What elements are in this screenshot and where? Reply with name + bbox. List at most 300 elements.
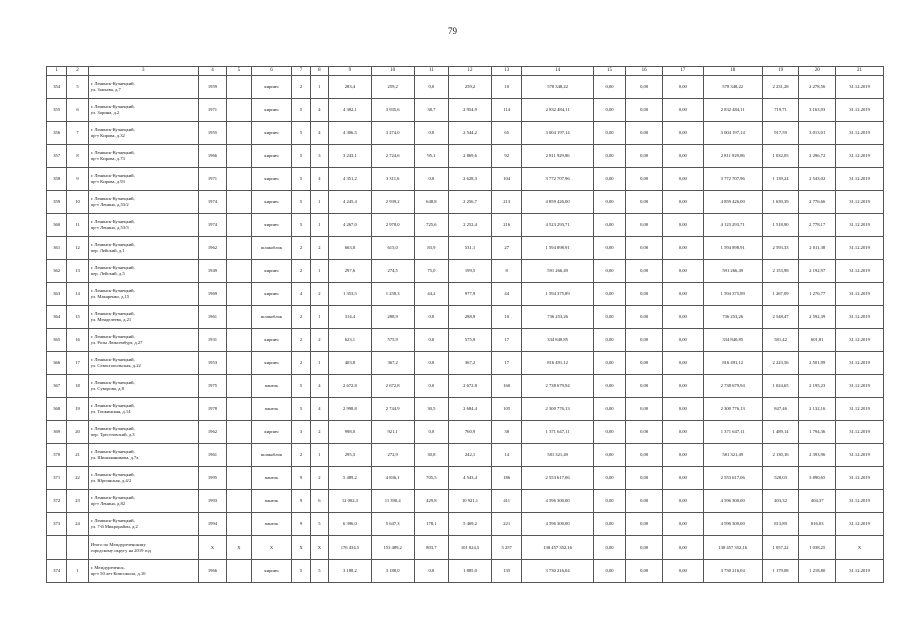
- cell-c12: 2 628,3: [449, 168, 492, 191]
- cell-c21: 31.12.2019: [836, 398, 884, 421]
- cell-c12: 259,2: [449, 76, 492, 99]
- cell-c10: 3 274,0: [371, 122, 414, 145]
- cell-c21: 31.12.2019: [836, 214, 884, 237]
- cell-c16: 0,00: [626, 76, 663, 99]
- cell-c6: кирпич: [251, 99, 292, 122]
- cell-c11: 44,2: [414, 283, 449, 306]
- address-line-1: г. Междуреченск,: [90, 565, 125, 571]
- cell-c12: 977,9: [449, 283, 492, 306]
- cell-c14: 2 811 929,86: [522, 145, 593, 168]
- cell-c10: 3 188,0: [371, 560, 414, 583]
- column-number: 12: [449, 67, 492, 76]
- cell-c21: 31.12.2019: [836, 283, 884, 306]
- cell-c2: 21: [67, 444, 88, 467]
- cell-c9: 283,4: [329, 76, 372, 99]
- cell-c8: 1: [310, 306, 328, 329]
- cell-c2: 13: [67, 260, 88, 283]
- table-row: [47, 467, 884, 490]
- cell-c9: 297,6: [329, 260, 372, 283]
- address-cell: [88, 214, 198, 237]
- cell-c18: 736 253,26: [703, 306, 762, 329]
- cell-c2: 17: [67, 352, 88, 375]
- address-cell: [88, 398, 198, 421]
- cell-c8: 2: [310, 237, 328, 260]
- table-row: [47, 306, 884, 329]
- cell-c14: 4 859 426,00: [522, 191, 593, 214]
- cell-c16: 0,00: [626, 467, 663, 490]
- cell-c10: 3 935,6: [371, 99, 414, 122]
- cell-c11: 429,8: [414, 490, 449, 513]
- address-line-2: пр-т Кирова, д.93: [90, 179, 125, 184]
- cell-c10: 288,9: [371, 306, 414, 329]
- cell-c11: 0,0: [414, 421, 449, 444]
- cell-c9: 176 434,5: [329, 536, 372, 560]
- address-cell: [88, 352, 198, 375]
- cell-c6: кирпич: [251, 329, 292, 352]
- cell-c5: [227, 490, 251, 513]
- cell-c5: [227, 260, 251, 283]
- cell-c15: 0,00: [593, 398, 626, 421]
- cell-c4: 1969: [198, 283, 227, 306]
- cell-c13: 135: [491, 560, 522, 583]
- cell-c14: 2 300 776,13: [522, 398, 593, 421]
- cell-c18: 1 594 898,91: [703, 237, 762, 260]
- address-line-1: г. Ленинск-Кузнецкий,: [90, 380, 135, 386]
- cell-c11: 648,8: [414, 191, 449, 214]
- cell-c1: 367: [47, 375, 67, 398]
- address-line-1: г. Ленинск-Кузнецкий,: [90, 104, 135, 110]
- cell-c4: 1993: [198, 490, 227, 513]
- total-row: [47, 536, 884, 560]
- cell-c20: 1 218,80: [799, 560, 836, 583]
- cell-c17: 0,00: [662, 398, 703, 421]
- cell-c2: 8: [67, 145, 88, 168]
- cell-c13: 10: [491, 76, 522, 99]
- cell-c12: 199,5: [449, 260, 492, 283]
- cell-c7: 5: [292, 560, 310, 583]
- address-line-2: ул. Севастопольская, д.22: [90, 363, 141, 368]
- cell-c19: 2 593,33: [762, 237, 799, 260]
- cell-c5: [227, 398, 251, 421]
- cell-c15: 0,00: [593, 260, 626, 283]
- cell-c4: 1961: [198, 444, 227, 467]
- cell-c7: 3: [292, 421, 310, 444]
- table-row: [47, 560, 884, 583]
- cell-c4: 1978: [198, 398, 227, 421]
- address-line-1: г. Ленинск-Кузнецкий,: [90, 81, 135, 87]
- cell-c16: 0,00: [626, 421, 663, 444]
- address-line-2: пр-т Ленина, д.82: [90, 501, 126, 506]
- cell-c4: 1961: [198, 306, 227, 329]
- cell-c2: [67, 536, 88, 560]
- cell-c13: 5 257: [491, 536, 522, 560]
- cell-c16: 0,00: [626, 145, 663, 168]
- cell-c12: 2 256,7: [449, 191, 492, 214]
- cell-c15: 0,00: [593, 352, 626, 375]
- cell-c14: 3 004 197,14: [522, 122, 593, 145]
- cell-c15: 0,00: [593, 99, 626, 122]
- column-number: 4: [198, 67, 227, 76]
- cell-c17: 0,00: [662, 352, 703, 375]
- cell-c17: 0,00: [662, 421, 703, 444]
- cell-c21: 31.12.2019: [836, 375, 884, 398]
- cell-c12: 101 024,5: [449, 536, 492, 560]
- cell-c9: 3 243,1: [329, 145, 372, 168]
- cell-c18: 3 772 707,96: [703, 168, 762, 191]
- cell-c16: 0,00: [626, 237, 663, 260]
- address-cell: [88, 490, 198, 513]
- address-cell: [88, 99, 198, 122]
- cell-c15: 0,00: [593, 76, 626, 99]
- cell-c1: 355: [47, 99, 67, 122]
- cell-c10: 1 258,3: [371, 283, 414, 306]
- cell-c5: [227, 306, 251, 329]
- cell-c18: 816 491,12: [703, 352, 762, 375]
- address-line-2: ул. 7-й Микрорайон, д.2: [90, 524, 138, 529]
- cell-c21: 31.12.2019: [836, 467, 884, 490]
- cell-c7: 2: [292, 444, 310, 467]
- cell-c21: 31.12.2019: [836, 560, 884, 583]
- address-cell: [88, 375, 198, 398]
- cell-c6: кирпич: [251, 122, 292, 145]
- column-number: 20: [799, 67, 836, 76]
- cell-c19: 847,46: [762, 398, 799, 421]
- cell-c7: 5: [292, 214, 310, 237]
- cell-c13: 14: [491, 444, 522, 467]
- cell-c18: 2 738 679,94: [703, 375, 762, 398]
- address-cell: [88, 467, 198, 490]
- cell-c1: 366: [47, 352, 67, 375]
- cell-c5: [227, 214, 251, 237]
- cell-c13: 216: [491, 214, 522, 237]
- address-line-1: г. Ленинск-Кузнецкий,: [90, 426, 135, 432]
- address-cell: [88, 191, 198, 214]
- cell-c4: 1974: [198, 191, 227, 214]
- cell-c8: 2: [310, 467, 328, 490]
- cell-c19: 2 223,56: [762, 352, 799, 375]
- cell-c20: 1 038,25: [799, 536, 836, 560]
- cell-c12: 2 252,4: [449, 214, 492, 237]
- total-label-line-2: городскому округу на 2019 год: [90, 547, 151, 553]
- column-number: 1: [47, 67, 67, 76]
- cell-c18: 2 553 617,06: [703, 467, 762, 490]
- address-line-2: ул. Макаренко, д.15: [90, 294, 130, 299]
- cell-c13: 105: [491, 398, 522, 421]
- cell-c8: 1: [310, 352, 328, 375]
- cell-c17: 0,00: [662, 306, 703, 329]
- cell-c13: 8: [491, 260, 522, 283]
- cell-c8: 2: [310, 329, 328, 352]
- cell-c21: 31.12.2019: [836, 99, 884, 122]
- cell-c14: 2 832 484,11: [522, 99, 593, 122]
- cell-c21: 31.12.2019: [836, 306, 884, 329]
- column-number: 3: [88, 67, 198, 76]
- cell-c7: 5: [292, 122, 310, 145]
- cell-c14: 4 523 293,71: [522, 214, 593, 237]
- cell-c16: 0,00: [626, 490, 663, 513]
- cell-c1: 369: [47, 421, 67, 444]
- cell-c9: 5 489,2: [329, 467, 372, 490]
- address-line-1: г. Ленинск-Кузнецкий,: [90, 495, 135, 501]
- cell-c10: 615,0: [371, 237, 414, 260]
- cell-c1: 363: [47, 283, 67, 306]
- address-line-1: г. Ленинск-Кузнецкий,: [90, 219, 135, 225]
- address-line-2: пр-т 50 лет Комсомола, д.10: [90, 571, 146, 576]
- cell-c18: 4 596 300,00: [703, 490, 762, 513]
- cell-c20: 2 132,16: [799, 398, 836, 421]
- cell-c12: 5 469,2: [449, 513, 492, 536]
- address-line-2: пер. Тресттовский, д.3: [90, 432, 135, 437]
- cell-c7: 2: [292, 260, 310, 283]
- cell-c9: 4 351,2: [329, 168, 372, 191]
- cell-c14: 591 266,49: [522, 260, 593, 283]
- cell-c17: 0,00: [662, 283, 703, 306]
- cell-c14: 334 840,85: [522, 329, 593, 352]
- cell-c8: 2: [310, 283, 328, 306]
- table-row: [47, 375, 884, 398]
- cell-c16: 0,00: [626, 536, 663, 560]
- cell-c2: 15: [67, 306, 88, 329]
- column-number: 5: [227, 67, 251, 76]
- cell-c21: 31.12.2019: [836, 490, 884, 513]
- cell-c17: 0,00: [662, 329, 703, 352]
- cell-c13: 17: [491, 352, 522, 375]
- cell-c1: 362: [47, 260, 67, 283]
- cell-c10: 272,9: [371, 444, 414, 467]
- cell-c15: 0,00: [593, 444, 626, 467]
- cell-c1: 370: [47, 444, 67, 467]
- cell-c8: 4: [310, 122, 328, 145]
- cell-c2: 18: [67, 375, 88, 398]
- cell-c13: 213: [491, 191, 522, 214]
- column-number: 18: [703, 67, 762, 76]
- cell-c5: [227, 76, 251, 99]
- cell-c9: 623,1: [329, 329, 372, 352]
- cell-c17: 0,00: [662, 536, 703, 560]
- cell-c1: 358: [47, 168, 67, 191]
- cell-c13: 114: [491, 99, 522, 122]
- cell-c9: 12 002,3: [329, 490, 372, 513]
- cell-c11: 705,5: [414, 467, 449, 490]
- cell-c10: 274,5: [371, 260, 414, 283]
- cell-c11: 83,9: [414, 237, 449, 260]
- cell-c10: 367,2: [371, 352, 414, 375]
- address-line-2: пр-т Кирова, д.73: [90, 156, 125, 161]
- address-line-1: г. Ленинск-Кузнецкий,: [90, 334, 135, 340]
- table-row: [47, 398, 884, 421]
- cell-c19: 1 179,08: [762, 560, 799, 583]
- cell-c1: 357: [47, 145, 67, 168]
- cell-c4: 1966: [198, 560, 227, 583]
- cell-c11: 0,0: [414, 329, 449, 352]
- cell-c19: 2 130,16: [762, 444, 799, 467]
- cell-c17: 0,00: [662, 191, 703, 214]
- cell-c19: 813,89: [762, 513, 799, 536]
- cell-c5: X: [227, 536, 251, 560]
- cell-c5: [227, 329, 251, 352]
- address-cell: [88, 513, 198, 536]
- address-line-1: г. Ленинск-Кузнецкий,: [90, 265, 135, 271]
- cell-c6: шлакоблок: [251, 237, 292, 260]
- cell-c9: 295,3: [329, 444, 372, 467]
- total-label: [88, 536, 198, 560]
- cell-c10: 3 311,6: [371, 168, 414, 191]
- table-row: [47, 214, 884, 237]
- cell-c11: 0,0: [414, 375, 449, 398]
- cell-c12: 2 544,2: [449, 122, 492, 145]
- address-line-2: ул. Топкинская, д.14: [90, 409, 131, 414]
- cell-c12: 760,9: [449, 421, 492, 444]
- cell-c19: 2 153,98: [762, 260, 799, 283]
- cell-c7: 9: [292, 490, 310, 513]
- cell-c21: 31.12.2019: [836, 513, 884, 536]
- address-line-2: пер. Лейский, д.5: [90, 271, 125, 276]
- cell-c2: 19: [67, 398, 88, 421]
- cell-c11: 30,8: [414, 444, 449, 467]
- table-row: [47, 513, 884, 536]
- cell-c7: 2: [292, 76, 310, 99]
- cell-c15: 0,00: [593, 145, 626, 168]
- cell-c6: панель: [251, 375, 292, 398]
- cell-c19: 719,71: [762, 99, 799, 122]
- cell-c18: 3 730 216,04: [703, 560, 762, 583]
- column-number: 2: [67, 67, 88, 76]
- cell-c7: 5: [292, 398, 310, 421]
- cell-c20: 2 776,66: [799, 191, 836, 214]
- column-number: 17: [662, 67, 703, 76]
- table-row: [47, 99, 884, 122]
- cell-c8: 4: [310, 99, 328, 122]
- cell-c4: 1959: [198, 76, 227, 99]
- table-row: [47, 444, 884, 467]
- cell-c13: 17: [491, 329, 522, 352]
- address-line-2: ул. Зоньева, д.7: [90, 87, 121, 92]
- address-line-1: г. Ленинск-Кузнецкий,: [90, 449, 135, 455]
- address-line-1: г. Ленинск-Кузнецкий,: [90, 518, 135, 524]
- cell-c16: 0,00: [626, 398, 663, 421]
- address-line-1: г. Ленинск-Кузнецкий,: [90, 403, 135, 409]
- cell-c6: панель: [251, 490, 292, 513]
- cell-c4: 1971: [198, 168, 227, 191]
- cell-c10: 259,2: [371, 76, 414, 99]
- cell-c18: 2 832 484,11: [703, 99, 762, 122]
- cell-c9: 998,0: [329, 421, 372, 444]
- cell-c1: 361: [47, 237, 67, 260]
- address-line-1: г. Ленинск-Кузнецкий,: [90, 242, 135, 248]
- total-label-line-1: Итого по Междуреченскому: [90, 541, 146, 547]
- cell-c21: 31.12.2019: [836, 168, 884, 191]
- cell-c8: 3: [310, 145, 328, 168]
- cell-c12: 531,1: [449, 237, 492, 260]
- cell-c11: 0,0: [414, 352, 449, 375]
- cell-c1: 364: [47, 306, 67, 329]
- cell-c15: 0,00: [593, 306, 626, 329]
- table-row: [47, 421, 884, 444]
- cell-c5: [227, 145, 251, 168]
- cell-c13: 104: [491, 168, 522, 191]
- cell-c8: 1: [310, 260, 328, 283]
- cell-c9: 663,8: [329, 237, 372, 260]
- cell-c9: 4 245,4: [329, 191, 372, 214]
- cell-c14: 2 738 679,94: [522, 375, 593, 398]
- cell-c4: X: [198, 536, 227, 560]
- cell-c1: 374: [47, 560, 67, 583]
- address-line-2: ул. Суворова, д.8: [90, 386, 124, 391]
- cell-c4: 1966: [198, 145, 227, 168]
- cell-c15: 0,00: [593, 329, 626, 352]
- cell-c8: 6: [310, 490, 328, 513]
- cell-c2: 7: [67, 122, 88, 145]
- cell-c17: 0,00: [662, 375, 703, 398]
- table-row: [47, 237, 884, 260]
- address-line-2: ул. Юргинская, д.4/2: [90, 478, 132, 483]
- cell-c4: 1953: [198, 352, 227, 375]
- cell-c16: 0,00: [626, 214, 663, 237]
- cell-c7: 9: [292, 513, 310, 536]
- cell-c11: 803,7: [414, 536, 449, 560]
- cell-c16: 0,00: [626, 168, 663, 191]
- cell-c10: 2 672,8: [371, 375, 414, 398]
- cell-c12: 2 672,8: [449, 375, 492, 398]
- cell-c11: 0,0: [414, 306, 449, 329]
- cell-c14: 578 348,22: [522, 76, 593, 99]
- address-cell: [88, 145, 198, 168]
- cell-c6: кирпич: [251, 191, 292, 214]
- table-row: [47, 283, 884, 306]
- cell-c9: 1 353,5: [329, 283, 372, 306]
- cell-c11: 38,7: [414, 99, 449, 122]
- cell-c20: 1 276,77: [799, 283, 836, 306]
- cell-c6: панель: [251, 513, 292, 536]
- address-cell: [88, 560, 198, 583]
- cell-c15: 0,00: [593, 283, 626, 306]
- address-line-2: ул. Менделеева, д.21: [90, 317, 132, 322]
- cell-c18: 2 300 776,13: [703, 398, 762, 421]
- cell-c19: 2 231,28: [762, 76, 799, 99]
- cell-c16: 0,00: [626, 352, 663, 375]
- cell-c14: 1 594 898,91: [522, 237, 593, 260]
- cell-c15: 0,00: [593, 375, 626, 398]
- cell-c20: 2 543,02: [799, 168, 836, 191]
- cell-c18: 1 594 375,89: [703, 283, 762, 306]
- cell-c4: 1971: [198, 99, 227, 122]
- cell-c11: 178,1: [414, 513, 449, 536]
- cell-c10: 2 978,0: [371, 214, 414, 237]
- address-cell: [88, 76, 198, 99]
- cell-c7: 2: [292, 237, 310, 260]
- address-cell: [88, 444, 198, 467]
- cell-c4: 1995: [198, 467, 227, 490]
- cell-c5: [227, 444, 251, 467]
- cell-c19: 1 489,14: [762, 421, 799, 444]
- cell-c5: [227, 375, 251, 398]
- cell-c9: 2 672,8: [329, 375, 372, 398]
- cell-c5: [227, 352, 251, 375]
- cell-c1: 371: [47, 467, 67, 490]
- cell-c8: 4: [310, 398, 328, 421]
- cell-c1: 372: [47, 490, 67, 513]
- cell-c17: 0,00: [662, 99, 703, 122]
- cell-c14: 3 772 707,96: [522, 168, 593, 191]
- cell-c4: 1962: [198, 421, 227, 444]
- housing-register-table: [46, 66, 884, 583]
- cell-c19: 1 639,39: [762, 191, 799, 214]
- cell-c21: 31.12.2019: [836, 444, 884, 467]
- cell-c4: 1949: [198, 260, 227, 283]
- cell-c1: 368: [47, 398, 67, 421]
- cell-c14: 736 253,26: [522, 306, 593, 329]
- cell-c7: 2: [292, 306, 310, 329]
